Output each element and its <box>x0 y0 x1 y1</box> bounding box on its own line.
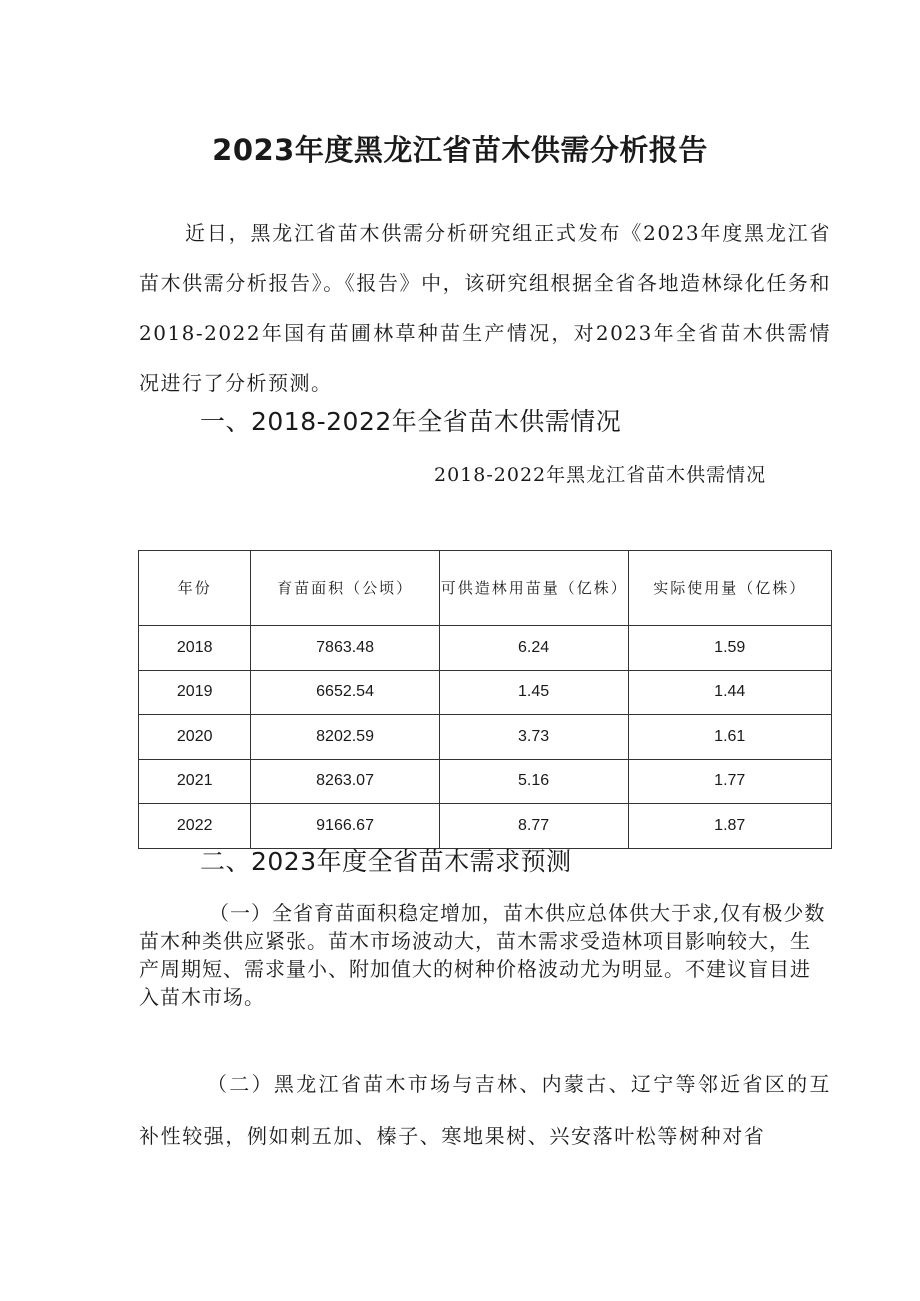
cell-year: 2018 <box>139 626 251 671</box>
cell-year: 2020 <box>139 715 251 760</box>
table-header-row <box>139 551 832 626</box>
cell-usage: 1.77 <box>628 759 832 804</box>
cell-area: 7863.48 <box>251 626 439 671</box>
header-actual-usage: 实际使用量（亿株） <box>628 551 832 626</box>
header-available-seedlings: 可供造林用苗量（亿株） <box>439 551 628 626</box>
report-title: 2023年度黑龙江省苗木供需分析报告 <box>212 133 708 167</box>
cell-year: 2022 <box>139 804 251 849</box>
cell-available: 3.73 <box>439 715 628 760</box>
table-row <box>139 626 832 671</box>
cell-area: 9166.67 <box>251 804 439 849</box>
table-row <box>139 670 832 715</box>
intro-paragraph: 近日，黑龙江省苗木供需分析研究组正式发布《2023年度黑龙江省苗木供需分析报告》。《报告》中，该研究组根据全省各地造林绿化任务和2018-2022年国有苗圃林草种苗生产情况，对2023年全省苗木供需情况进行了分析预测。 <box>139 221 831 395</box>
table-row <box>139 759 832 804</box>
cell-available: 1.45 <box>439 670 628 715</box>
cell-area: 8202.59 <box>251 715 439 760</box>
header-year: 年份 <box>139 551 251 626</box>
cell-area: 8263.07 <box>251 759 439 804</box>
cell-usage: 1.61 <box>628 715 832 760</box>
header-nursery-area: 育苗面积（公顷） <box>251 551 439 626</box>
table-caption: 2018-2022年黑龙江省苗木供需情况 <box>434 464 767 486</box>
forecast-paragraph-1: （一）全省育苗面积稳定增加，苗木供应总体供大于求,仅有极少数苗木种类供应紧张。苗木市场波动大，苗木需求受造林项目影响较大，生产周期短、需求量小、附加值大的树种价格波动尤为明显。不建议盲目进入苗木市场。 <box>139 901 826 1009</box>
section-heading-1: 一、2018-2022年全省苗木供需情况 <box>200 407 622 436</box>
cell-available: 8.77 <box>439 804 628 849</box>
forecast-paragraph-2: （二）黑龙江省苗木市场与吉林、内蒙古、辽宁等邻近省区的互补性较强，例如刺五加、榛子、寒地果树、兴安落叶松等树种对省 <box>139 1072 831 1148</box>
supply-demand-table <box>138 550 832 849</box>
cell-available: 5.16 <box>439 759 628 804</box>
cell-usage: 1.59 <box>628 626 832 671</box>
cell-usage: 1.87 <box>628 804 832 849</box>
cell-area: 6652.54 <box>251 670 439 715</box>
cell-year: 2019 <box>139 670 251 715</box>
cell-year: 2021 <box>139 759 251 804</box>
cell-usage: 1.44 <box>628 670 832 715</box>
section-heading-2: 二、2023年度全省苗木需求预测 <box>200 847 572 876</box>
cell-available: 6.24 <box>439 626 628 671</box>
table-row <box>139 715 832 760</box>
